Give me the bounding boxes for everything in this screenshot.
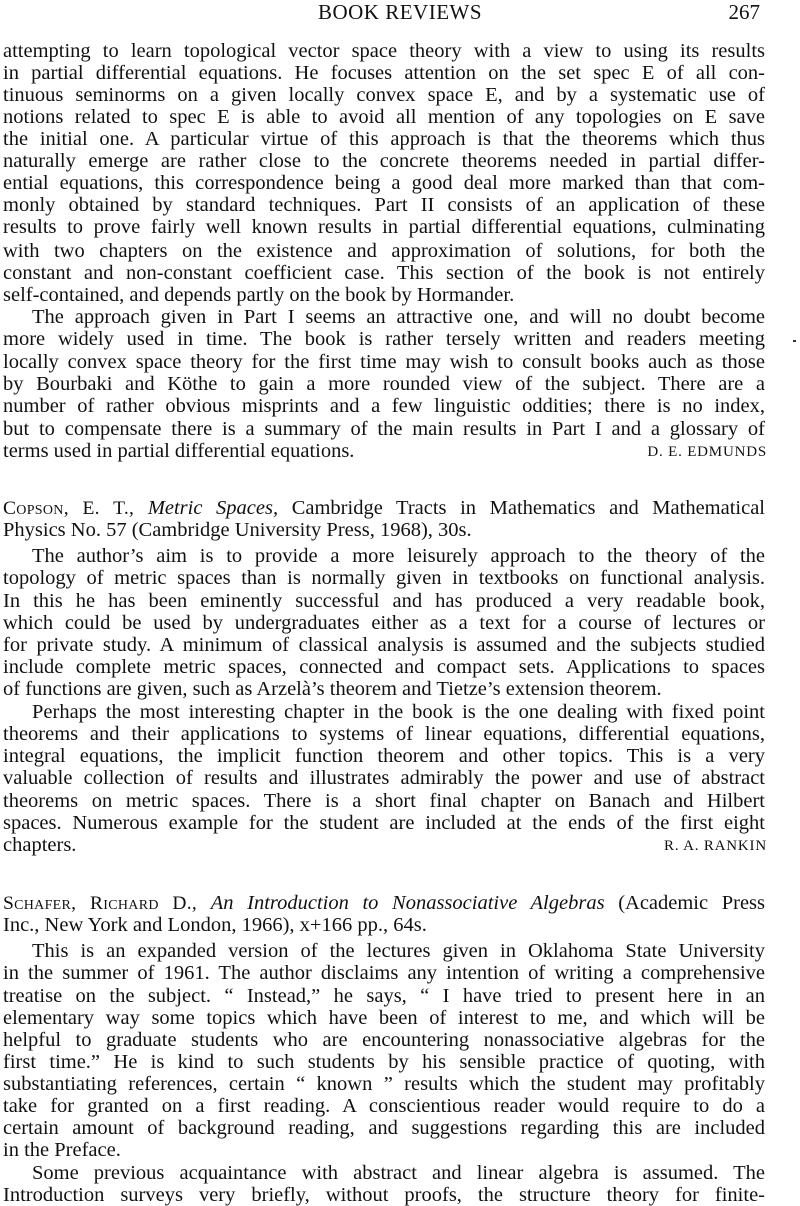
text-line: tinuous seminorms on a given locally convex space E, and by a systematic use of [3,84,765,106]
text-line: chapters. [3,834,77,856]
text-line: results to prove fairly well known results in partial differential equations, culminating [3,216,765,238]
paragraph-start: The approach given in Part I seems an attractive one, and will no doubt become [32,306,765,328]
text-line: theorems on metric spaces. There is a short final chapter on Banach and Hilbert [3,790,765,812]
text-line: first time.” He is kind to such students by his sensible practice of quoting, with [3,1051,765,1073]
text-line: the initial one. A particular virtue of this approach is that the theorems which thus [3,128,765,150]
text-line: with two chapters on the existence and approximation of solutions, for both the [3,240,765,262]
book-title: An Introduction to Nonassociative Algebras [210,892,605,914]
text-line: spaces. Numerous example for the student are included at the ends of the first eight [3,812,765,834]
text-line: self-contained, and depends partly on the book by Hormander. [3,284,515,306]
text-line: certain amount of background reading, and suggestions regarding this are included [3,1117,765,1139]
text-line: for private study. A minimum of classical analysis is assumed and the subjects studied [3,634,765,656]
citation-author: Schafer, Richard D., [3,893,198,914]
citation-author: Copson, E. T., [3,498,135,519]
text-line: notions related to spec E is able to avoid all mention of any topologies on E save [3,106,765,128]
citation-line: Physics No. 57 (Cambridge University Press, 1968), 30s. [3,519,472,541]
citation-details: Cambridge Tracts in Mathematics and Mathematical [291,497,766,519]
text-line: naturally emerge are rather close to the concrete theorems needed in partial differ- [3,150,765,172]
text-line: in the summer of 1961. The author disclaims any intention of writing a comprehensive [3,962,765,984]
text-line: terms used in partial differential equations. [3,440,355,462]
text-line: constant and non-constant coefficient case. This section of the book is not entirely [3,262,765,284]
text-line: take for granted on a first reading. A conscientious reader would require to do a [3,1095,765,1117]
reviewer-signature: D. E. EDMUNDS [647,444,767,460]
paragraph-start: This is an expanded version of the lectures given in Oklahoma State University [32,940,765,962]
text-line: ential equations, this correspondence being a good deal more marked than that com- [3,172,765,194]
citation-details: (Academic Press [618,892,766,914]
text-line: by Bourbaki and Köthe to gain a more rounded view of the subject. There are a [3,373,765,395]
text-line: theorems and their applications to systems of linear equations, differential equations, [3,723,765,745]
text-line: include complete metric spaces, connected and compact sets. Applications to spaces [3,656,765,678]
text-line: In this he has been eminently successful and has produced a very readable book, [3,590,765,612]
text-line: helpful to graduate students who are encountering nonassociative algebras for the [3,1029,765,1051]
text-line: Introduction surveys very briefly, without proofs, the structure theory for finite- [3,1184,765,1206]
paragraph-start: Some previous acquaintance with abstract and linear algebra is assumed. The [32,1162,765,1184]
text-line: in the Preface. [3,1139,121,1161]
text-line: topology of metric spaces than is normally given in textbooks on functional analysis. [3,567,765,589]
margin-mark [793,340,796,342]
running-title: BOOK REVIEWS [317,0,483,24]
text-line: attempting to learn topological vector space theory with a view to using its results [3,40,765,62]
text-line: substantiating references, certain “ known ” results which the student may profitably [3,1073,765,1095]
reviewer-signature: R. A. RANKIN [664,838,767,854]
paragraph-start: Perhaps the most interesting chapter in the book is the one dealing with fixed point [32,701,765,723]
citation-line [3,892,765,915]
citation-line: Inc., New York and London, 1966), x+166 pp., 64s. [3,914,427,936]
text-line: more widely used in time. The book is rather tersely written and readers meeting [3,328,765,350]
text-line: valuable collection of results and illustrates admirably the power and use of abstract [3,767,765,789]
text-line: locally convex space theory for the first time may wish to consult books auch as those [3,351,765,373]
paragraph-start: The author’s aim is to provide a more leisurely approach to the theory of the [32,545,765,567]
text-line: in partial differential equations. He focuses attention on the set spec E of all con- [3,62,765,84]
running-header [0,0,800,24]
text-line: but to compensate there is a summary of the main results in Part I and a glossary of [3,418,765,440]
text-line: integral equations, the implicit function theorem and other topics. This is a very [3,745,765,767]
text-line: of functions are given, such as Arzelà’s theorem and Tietze’s extension theorem. [3,678,662,700]
citation-line [3,497,765,520]
text-line: monly obtained by standard techniques. Part II consists of an application of these [3,194,765,216]
text-line: which could be used by undergraduates either as a text for a course of lectures or [3,612,765,634]
book-title: Metric Spaces, [147,497,279,519]
text-line: elementary way some topics which have been of interest to me, and which will be [3,1007,765,1029]
page-number: 267 [728,0,760,24]
text-line: number of rather obvious misprints and a few linguistic oddities; there is no index, [3,395,765,417]
text-line: treatise on the subject. “ Instead,” he says, “ I have tried to present here in an [3,985,765,1007]
